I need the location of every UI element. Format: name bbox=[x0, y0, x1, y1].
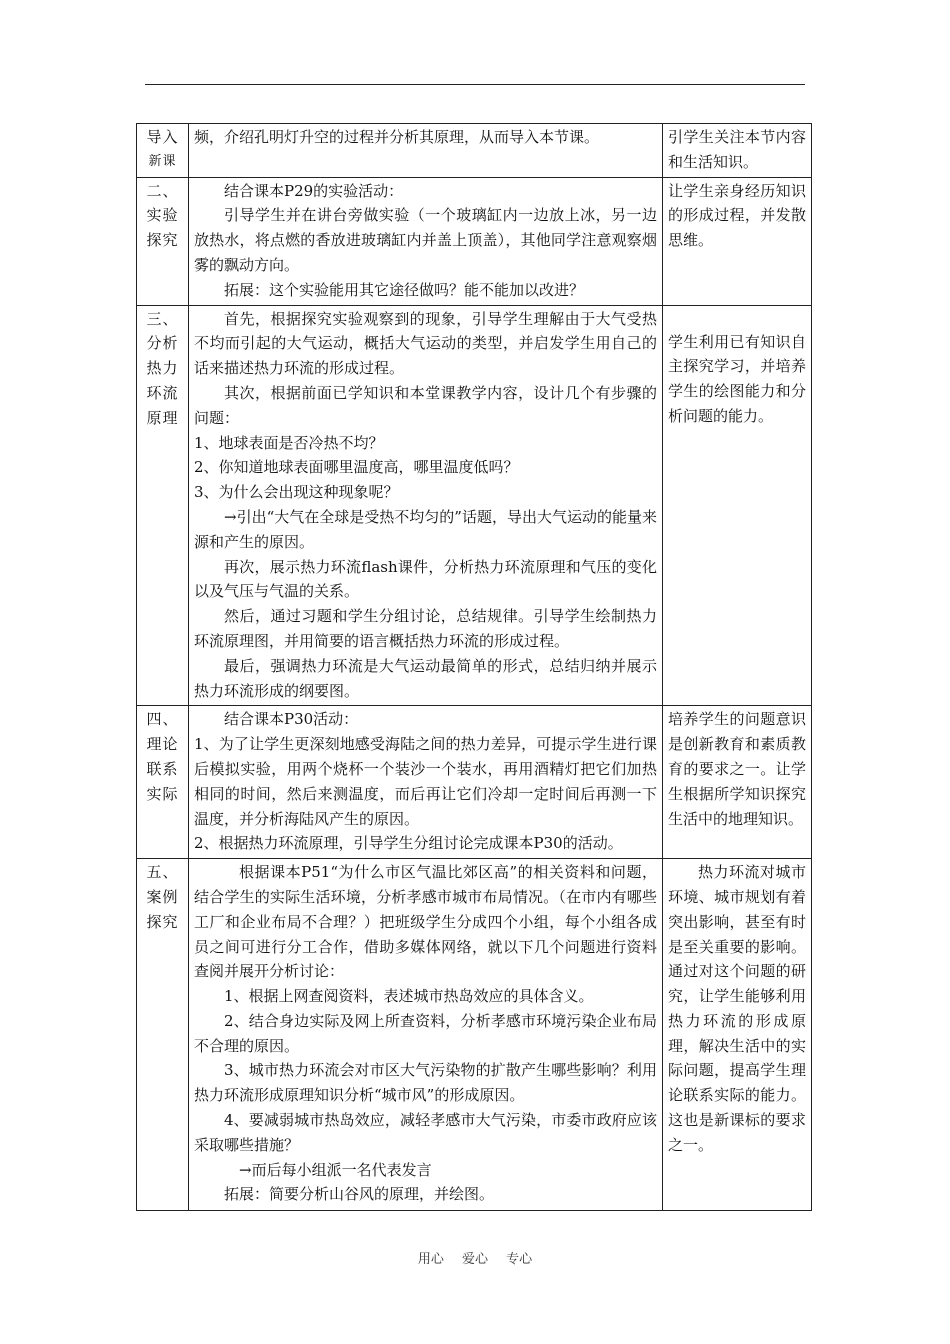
goal-text: 引学生关注本节内容和生活知识。 bbox=[668, 128, 806, 171]
stage-label: 热力 bbox=[146, 359, 179, 378]
goal-text: 培养学生的问题意识是创新教育和素质教育的要求之一。让学生根据所学知识探究生活中的地理知识。 bbox=[668, 710, 806, 828]
content-paragraph: 2、你知道地球表面哪里温度高，哪里温度低吗？ bbox=[194, 458, 519, 477]
goal-cell bbox=[663, 706, 812, 859]
content-cell bbox=[189, 859, 663, 1211]
content-paragraph: 最后，强调热力环流是大气运动最简单的形式，总结归纳并展示热力环流形成的纲要图。 bbox=[194, 656, 657, 700]
stage-label: 环流 bbox=[146, 383, 179, 402]
content-paragraph: 1、根据上网查阅资料，表述城市热岛效应的具体含义。 bbox=[224, 987, 594, 1006]
content-paragraph: 4、要减弱城市热岛效应，减轻孝感市大气污染，市委市政府应该采取哪些措施？ bbox=[194, 1111, 657, 1154]
goal-cell bbox=[663, 124, 812, 178]
content-paragraph: 结合课本P30活动： bbox=[224, 710, 359, 729]
stage-label: 二、 bbox=[146, 181, 179, 200]
stage-cell bbox=[137, 177, 189, 305]
stage-label: 探究 bbox=[146, 912, 179, 931]
goal-text: 学生利用已有知识自主探究学习，并培养学生的绘图能力和分析问题的能力。 bbox=[668, 332, 806, 425]
content-paragraph: 频，介绍孔明灯升空的过程并分析其原理，从而导入本节课。 bbox=[194, 128, 600, 146]
stage-label: 原理 bbox=[146, 408, 179, 427]
content-paragraph: 其次，根据前面已学知识和本堂课教学内容，设计几个有步骤的问题： bbox=[194, 383, 657, 427]
content-paragraph: 2、根据热力环流原理，引导学生分组讨论完成课本P30的活动。 bbox=[194, 834, 623, 853]
content-paragraph: →而后每小组派一名代表发言 bbox=[239, 1160, 432, 1179]
content-paragraph: 3、城市热力环流会对市区大气污染物的扩散产生哪些影响？利用热力环流形成原理知识分析“城市风”的形成原因。 bbox=[194, 1061, 657, 1105]
content-paragraph: 1、地球表面是否冷热不均？ bbox=[194, 433, 384, 452]
stage-label: 理论 bbox=[146, 735, 179, 754]
table-row bbox=[137, 859, 812, 1211]
page-footer: 用心 爱心 专心 bbox=[417, 1252, 533, 1267]
stage-label: 五、 bbox=[146, 863, 179, 882]
stage-label: 实验 bbox=[146, 206, 179, 225]
stage-label: 三、 bbox=[146, 309, 179, 328]
content-paragraph: 根据课本P51“为什么市区气温比郊区高”的相关资料和问题，结合学生的实际生活环境，分析孝感市城市布局情况。（在市内有哪些工厂和企业布局不合理？）把班级学生分成四个小组，每个小组各成员之间可进行分工合作，借助多媒体网络，就以下几个问题进行资料查阅并展开分析讨论： bbox=[194, 863, 657, 981]
table-row bbox=[137, 124, 812, 178]
stage-label: 案例 bbox=[146, 887, 179, 906]
stage-cell bbox=[137, 859, 189, 1211]
stage-label: 实际 bbox=[146, 784, 179, 803]
stage-label: 导入 bbox=[146, 128, 179, 146]
content-cell bbox=[189, 305, 663, 706]
content-cell bbox=[189, 706, 663, 859]
table-row bbox=[137, 177, 812, 305]
goal-text: 热力环流对城市环境、城市规划有着突出影响，甚至有时是至关重要的影响。通过对这个问题的研究，让学生能够利用热力环流的形成原理，解决生活中的实际问题，提高学生理论联系实际的能力。这也是新课标的要求之一。 bbox=[668, 863, 806, 1154]
content-paragraph: 1、为了让学生更深刻地感受海陆之间的热力差异，可提示学生进行课后模拟实验，用两个烧杯一个装沙一个装水，再用酒精灯把它们加热相同的时间，然后来测温度，而后再让它们冷却一定时间后再测一下温度，并分析海陆风产生的原因。 bbox=[194, 735, 657, 828]
content-paragraph: 拓展：简要分析山谷风的原理，并绘图。 bbox=[224, 1185, 495, 1204]
content-paragraph: →引出“大气在全球是受热不均匀的”话题，导出大气运动的能量来源和产生的原因。 bbox=[194, 507, 657, 551]
goal-cell bbox=[663, 177, 812, 305]
content-paragraph: 3、为什么会出现这种现象呢？ bbox=[194, 483, 399, 502]
stage-label: 四、 bbox=[146, 710, 179, 729]
goal-text: 让学生亲身经历知识的形成过程，并发散思维。 bbox=[668, 181, 806, 250]
content-cell bbox=[189, 177, 663, 305]
table-row bbox=[137, 706, 812, 859]
content-paragraph: 然后，通过习题和学生分组讨论，总结规律。引导学生绘制热力环流原理图，并用简要的语言概括热力环流的形成过程。 bbox=[194, 607, 657, 650]
stage-label: 新课 bbox=[148, 153, 177, 169]
goal-cell bbox=[663, 859, 812, 1211]
content-paragraph: 拓展：这个实验能用其它途径做吗？能不能加以改进？ bbox=[224, 280, 585, 299]
table-row bbox=[137, 305, 812, 706]
content-cell bbox=[189, 124, 663, 178]
content-paragraph: 2、结合身边实际及网上所查资料，分析孝感市环境污染企业布局不合理的原因。 bbox=[194, 1011, 657, 1055]
stage-label: 联系 bbox=[146, 759, 179, 778]
content-paragraph: 引导学生并在讲台旁做实验（一个玻璃缸内一边放上冰，另一边放热水，将点燃的香放进玻璃缸内并盖上顶盖），其他同学注意观察烟雾的飘动方向。 bbox=[194, 206, 657, 274]
content-paragraph: 首先，根据探究实验观察到的现象，引导学生理解由于大气受热不均而引起的大气运动，概括大气运动的类型，并启发学生用自己的话来描述热力环流的形成过程。 bbox=[194, 309, 657, 378]
lesson-plan-table bbox=[136, 123, 812, 1211]
content-paragraph: 结合课本P29的实验活动： bbox=[224, 181, 404, 200]
stage-cell bbox=[137, 305, 189, 706]
goal-cell bbox=[663, 305, 812, 706]
stage-label: 探究 bbox=[146, 231, 179, 250]
stage-cell bbox=[137, 124, 189, 178]
content-paragraph: 再次，展示热力环流flash课件，分析热力环流原理和气压的变化以及气压与气温的关系。 bbox=[194, 557, 657, 601]
stage-label: 分析 bbox=[146, 334, 179, 353]
stage-cell bbox=[137, 706, 189, 859]
header-rule bbox=[145, 84, 805, 85]
